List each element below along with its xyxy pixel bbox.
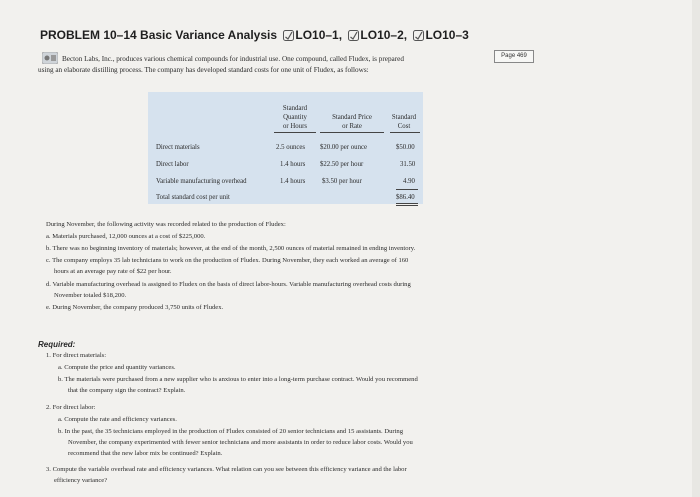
lo-ref-2: LO10–2, (360, 28, 408, 42)
list-item: b. The materials were purchased from a new supplier who is anxious to enter into a long-term purchase contract. Would you recommend (58, 376, 418, 383)
subtotal-line (396, 189, 418, 190)
page-reference: Page 469 (494, 50, 534, 63)
november-lead: During November, the following activity was recorded related to the production of Fludex: (46, 221, 286, 228)
lo-ref-1: LO10–1, (295, 28, 343, 42)
check-pencil-icon (283, 30, 294, 44)
cell-rate: $22.50 per hour (320, 161, 364, 168)
header-quantity (272, 104, 318, 131)
header-underline (390, 132, 420, 133)
list-item: hours at an average pay rate of $22 per hour. (54, 268, 172, 275)
list-item: d. Variable manufacturing overhead is assigned to Fludex on the basis of direct labor-hours. Variable manufacturing overhead costs during (46, 281, 411, 288)
header-rate-line-2: or Rate (342, 123, 362, 130)
list-item: recommend that the new labor mix be continued? Explain. (68, 450, 223, 457)
header-rate (318, 113, 386, 131)
list-item: b. There was no beginning inventory of materials; however, at the end of the month, 2,500 ounces of material remained in ending inventory. (46, 245, 416, 252)
header-rate-line-1: Standard Price (332, 114, 372, 121)
page-edge (692, 0, 700, 497)
cell-cost: 4.90 (403, 178, 415, 185)
list-item: November totaled $18,200. (54, 292, 127, 299)
required-heading: Required: (38, 340, 76, 349)
intro-line-2: using an elaborate distilling process. The company has developed standard costs for one unit of Fludex, as follows: (38, 66, 369, 74)
header-underline (274, 132, 316, 133)
problem-title (40, 28, 469, 44)
row-label-labor: Direct labor (156, 161, 189, 168)
row-label-overhead: Variable manufacturing overhead (156, 178, 247, 185)
total-double-line (396, 205, 418, 206)
cell-qty: 1.4 hours (280, 161, 306, 168)
cell-cost: 31.50 (400, 161, 416, 168)
cell-cost: $50.00 (396, 144, 415, 151)
list-item: a. Materials purchased, 12,000 ounces at a cost of $225,000. (46, 233, 206, 240)
header-quantity-line-3: or Hours (283, 123, 307, 130)
list-item: e. During November, the company produced 3,750 units of Fludex. (46, 304, 224, 311)
intro-line-1: Becton Labs, Inc., produces various chemical compounds for industrial use. One compound, called Fludex, is prepared (62, 55, 404, 63)
list-item: c. The company employs 35 lab technicians to work on the production of Fludex. During November, they each worked an average of 160 (46, 257, 409, 264)
list-item: 1. For direct materials: (46, 352, 107, 359)
row-label-total: Total standard cost per unit (156, 194, 230, 201)
check-pencil-icon (348, 30, 359, 44)
list-item: 3. Compute the variable overhead rate and efficiency variances. What relation can you see between this efficiency variance and the labor (46, 466, 407, 473)
header-underline (320, 132, 384, 133)
header-quantity-line-2: Quantity (283, 114, 307, 121)
list-item: that the company sign the contract? Explain. (68, 387, 186, 394)
header-cost (384, 113, 424, 131)
cell-total: $86.40 (396, 194, 415, 201)
list-item: November, the company experimented with fewer senior technicians and more assistants in order to reduce labor costs. Would you (68, 439, 413, 446)
list-item: a. Compute the price and quantity variances. (58, 364, 176, 371)
lo-ref-3: LO10–3 (425, 28, 469, 42)
problem-title-text: PROBLEM 10–14 Basic Variance Analysis (40, 28, 278, 42)
list-item: 2. For direct labor: (46, 404, 96, 411)
header-quantity-line-1: Standard (282, 105, 308, 112)
header-cost-line-1: Standard (391, 114, 417, 121)
cell-qty: 1.4 hours (280, 178, 306, 185)
list-item: efficiency variance? (54, 477, 108, 484)
total-double-line (396, 203, 418, 204)
cell-rate: $20.00 per ounce (320, 144, 367, 151)
list-item: b. In the past, the 35 technicians employed in the production of Fludex consisted of 20 senior technicians and 15 assistants. During (58, 428, 404, 435)
check-pencil-icon (413, 30, 424, 44)
cell-qty: 2.5 ounces (276, 144, 306, 151)
list-item: a. Compute the rate and efficiency variances. (58, 416, 177, 423)
header-cost-line-2: Cost (397, 123, 411, 130)
row-label-materials: Direct materials (156, 144, 200, 151)
cell-rate: $3.50 per hour (322, 178, 362, 185)
